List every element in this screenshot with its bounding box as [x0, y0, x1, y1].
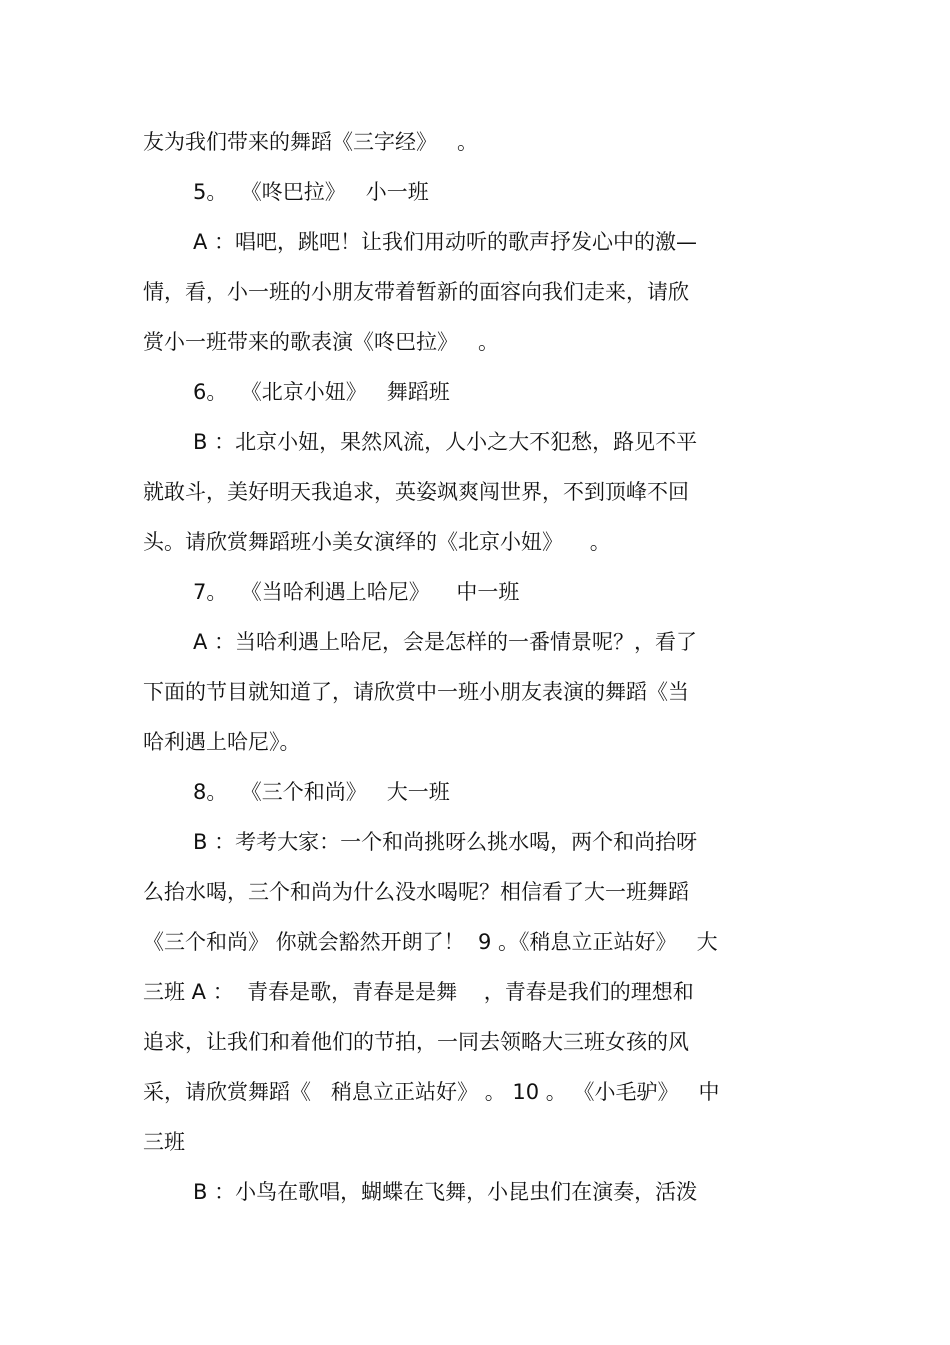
- text-line: 就敢斗，美好明天我追求，英姿飒爽闯世界，不到顶峰不回: [143, 480, 689, 504]
- text-line: 追求，让我们和着他们的节拍，一同去领略大三班女孩的风: [143, 1030, 689, 1054]
- text-line: B ：北京小妞，果然风流，人小之大不犯愁，路见不平: [193, 430, 698, 454]
- text-line: 赏小一班带来的歌表演《咚巴拉》 。: [143, 330, 500, 354]
- text-line: 哈利遇上哈尼》。: [143, 730, 301, 754]
- program-heading: 5。 《咚巴拉》 小一班: [193, 180, 429, 204]
- program-heading: 7。 《当哈利遇上哈尼》 中一班: [193, 580, 520, 604]
- text-line: 三班: [143, 1130, 185, 1154]
- program-heading: 6。 《北京小妞》 舞蹈班: [193, 380, 450, 404]
- text-line: A ：唱吧，跳吧！让我们用动听的歌声抒发心中的激—: [193, 230, 698, 254]
- text-line: A ：当哈利遇上哈尼，会是怎样的一番情景呢？，看了: [193, 630, 698, 654]
- text-line: 么抬水喝，三个和尚为什么没水喝呢？相信看了大一班舞蹈: [143, 880, 689, 904]
- text-line: 友为我们带来的舞蹈《三字经》 。: [143, 130, 479, 154]
- text-line: 情，看，小一班的小朋友带着暂新的面容向我们走来，请欣: [143, 280, 689, 304]
- text-line: 采，请欣赏舞蹈《 稍息立正站好》 。 10 。 《小毛驴》 中: [143, 1080, 720, 1104]
- text-line: B ：考考大家：一个和尚挑呀么挑水喝，两个和尚抬呀: [193, 830, 698, 854]
- text-line: 头。请欣赏舞蹈班小美女演绎的《北京小妞》 。: [143, 530, 611, 554]
- text-line: B ：小鸟在歌唱，蝴蝶在飞舞，小昆虫们在演奏，活泼: [193, 1180, 698, 1204]
- program-heading: 8。 《三个和尚》 大一班: [193, 780, 450, 804]
- text-line: 下面的节目就知道了，请欣赏中一班小朋友表演的舞蹈《当: [143, 680, 689, 704]
- text-line: 《三个和尚》 你就会豁然开朗了！ 9 。《稍息立正站好》 大: [143, 930, 718, 954]
- text-line: 三班 A ： 青春是歌，青春是是舞 ，青春是我们的理想和: [143, 980, 694, 1004]
